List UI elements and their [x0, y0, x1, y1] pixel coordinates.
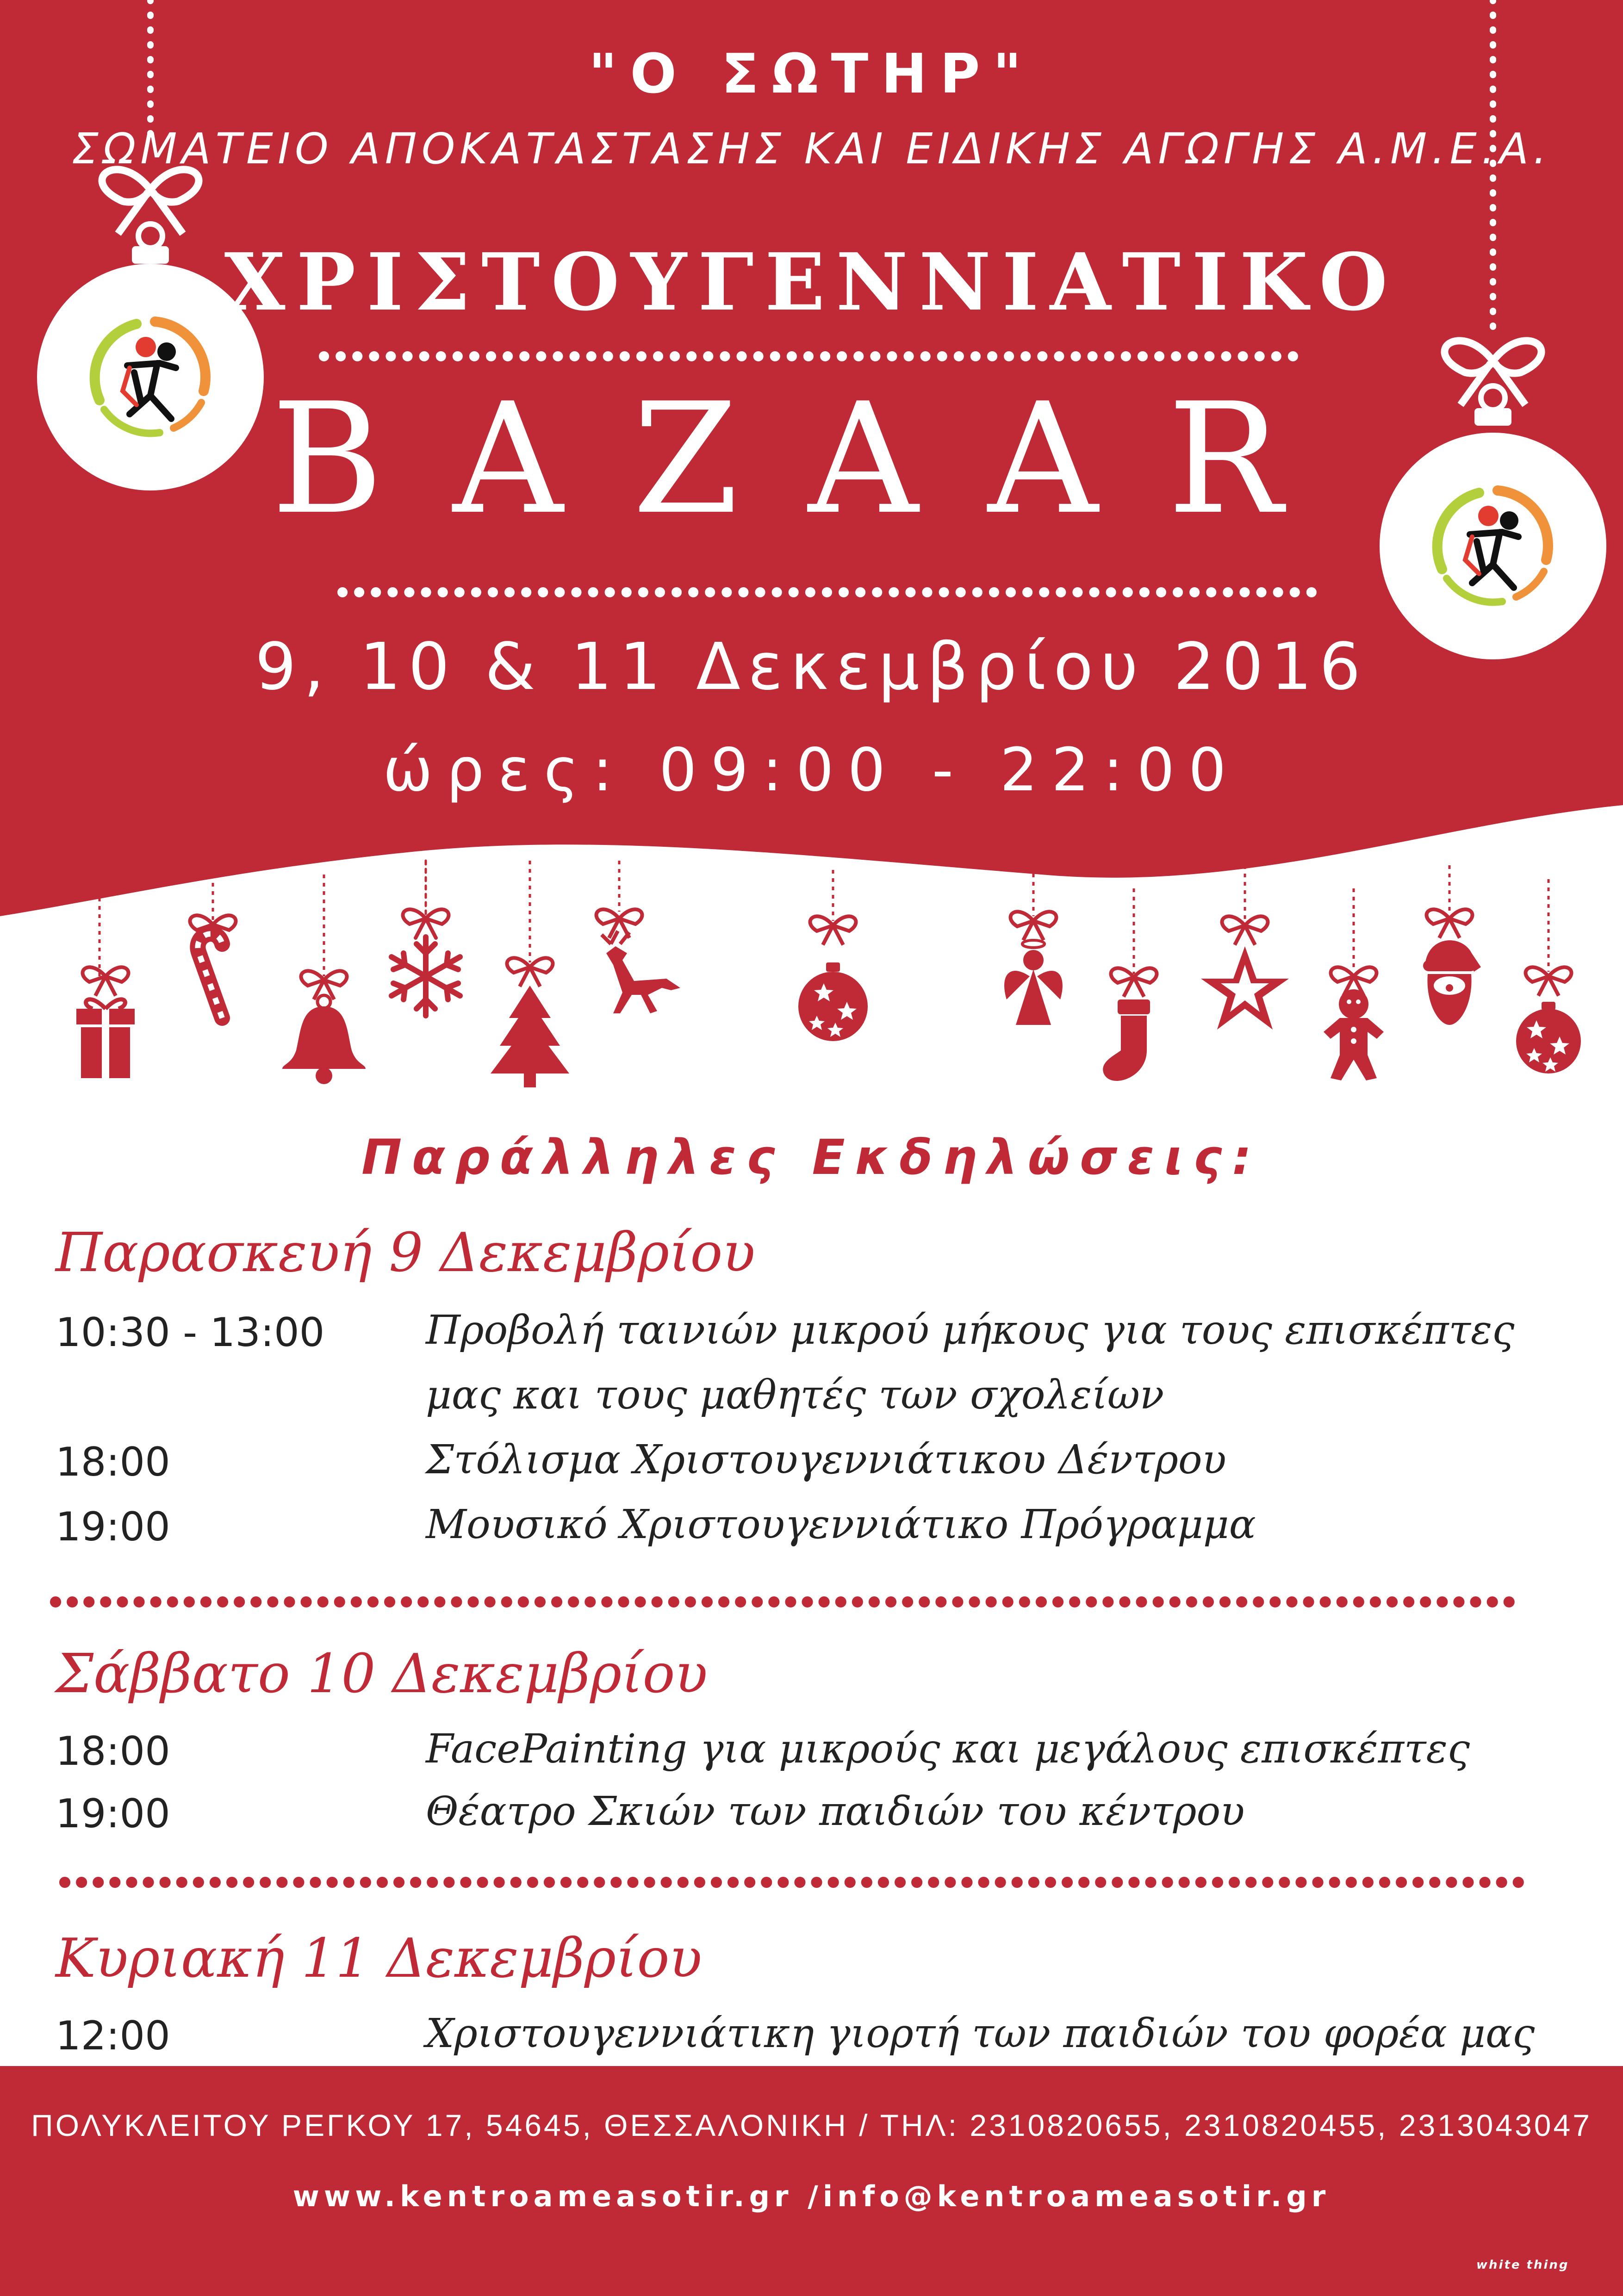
event-dates: 9, 10 & 11 Δεκεμβρίου 2016: [255, 629, 1368, 705]
event-description: Θέατρο Σκιών των παιδιών του κέντρου: [426, 1788, 1245, 1835]
event-description: Μουσικό Χριστουγεννιάτικο Πρόγραμμα: [426, 1502, 1256, 1548]
bauble-icon: [1516, 879, 1581, 1074]
org-name: "Ο ΣΩΤΗΡ": [589, 42, 1034, 105]
gingerbread-icon: [1324, 888, 1384, 1080]
footer-address: ΠΟΛΥΚΛΕΙΤΟΥ ΡΕΓΚΟΥ 17, 54645, ΘΕΣΣΑΛΟΝΙΚΗ / ΤΗΛ: 2310820655, 2310820455, 2313043047: [31, 2108, 1592, 2142]
star-icon: [1201, 865, 1289, 1030]
angel-icon: [1004, 865, 1063, 1025]
event-description: μας και τους μαθητές των σχολείων: [426, 1372, 1164, 1418]
event-title-main: BAZAAR: [271, 370, 1352, 548]
christmas-tree-icon: [491, 861, 569, 1087]
event-time: 12:00: [56, 2013, 170, 2059]
event-description: FacePainting για μικρούς και μεγάλους επισκέπτες: [426, 1726, 1470, 1772]
bell-icon: [282, 875, 366, 1084]
reindeer-icon: [597, 861, 680, 1013]
day-title: Παρασκευή 9 Δεκεμβρίου: [56, 1222, 755, 1284]
day-title: Σάββατο 10 Δεκεμβρίου: [56, 1643, 708, 1705]
event-title-top: ΧΡΙΣΤΟΥΓΕΝΝΙΑΤΙΚΟ: [224, 236, 1399, 329]
event-time: 18:00: [56, 1439, 170, 1485]
event-description: Προβολή ταινιών μικρού μήκους για τους επισκέπτες: [426, 1307, 1515, 1353]
program-title: Παράλληλες Εκδηλώσεις:: [361, 1129, 1262, 1185]
event-time: 19:00: [56, 1791, 170, 1837]
candy-cane-icon: [190, 875, 236, 1018]
designer-credit: white thing: [1476, 2258, 1569, 2272]
santa-icon: [1423, 865, 1481, 1025]
bauble-icon: [798, 870, 868, 1041]
event-time: 10:30 - 13:00: [56, 1309, 325, 1356]
event-description: Στόλισμα Χριστουγεννιάτικου Δέντρου: [426, 1437, 1226, 1483]
event-time: 19:00: [56, 1504, 170, 1550]
stocking-icon: [1103, 888, 1157, 1081]
event-description: Χριστουγεννιάτικη γιορτή των παιδιών του φορέα μας: [426, 2011, 1535, 2057]
org-subtitle: ΣΩΜΑΤΕΙΟ ΑΠΟΚΑΤΑΣΤΑΣΗΣ ΚΑΙ ΕΙΔΙΚΗΣ ΑΓΩΓΗΣ Α.Μ.Ε.Α.: [71, 124, 1552, 174]
day-title: Κυριακή 11 Δεκεμβρίου: [56, 1927, 702, 1990]
ornaments-row: [76, 856, 1581, 1087]
event-hours: ώρες: 09:00 - 22:00: [383, 736, 1240, 805]
event-time: 18:00: [56, 1728, 170, 1775]
snowflake-icon: [392, 861, 460, 1016]
footer-web-link[interactable]: www.kentroameasotir.gr /info@kentroameasotir.gr: [292, 2179, 1331, 2213]
